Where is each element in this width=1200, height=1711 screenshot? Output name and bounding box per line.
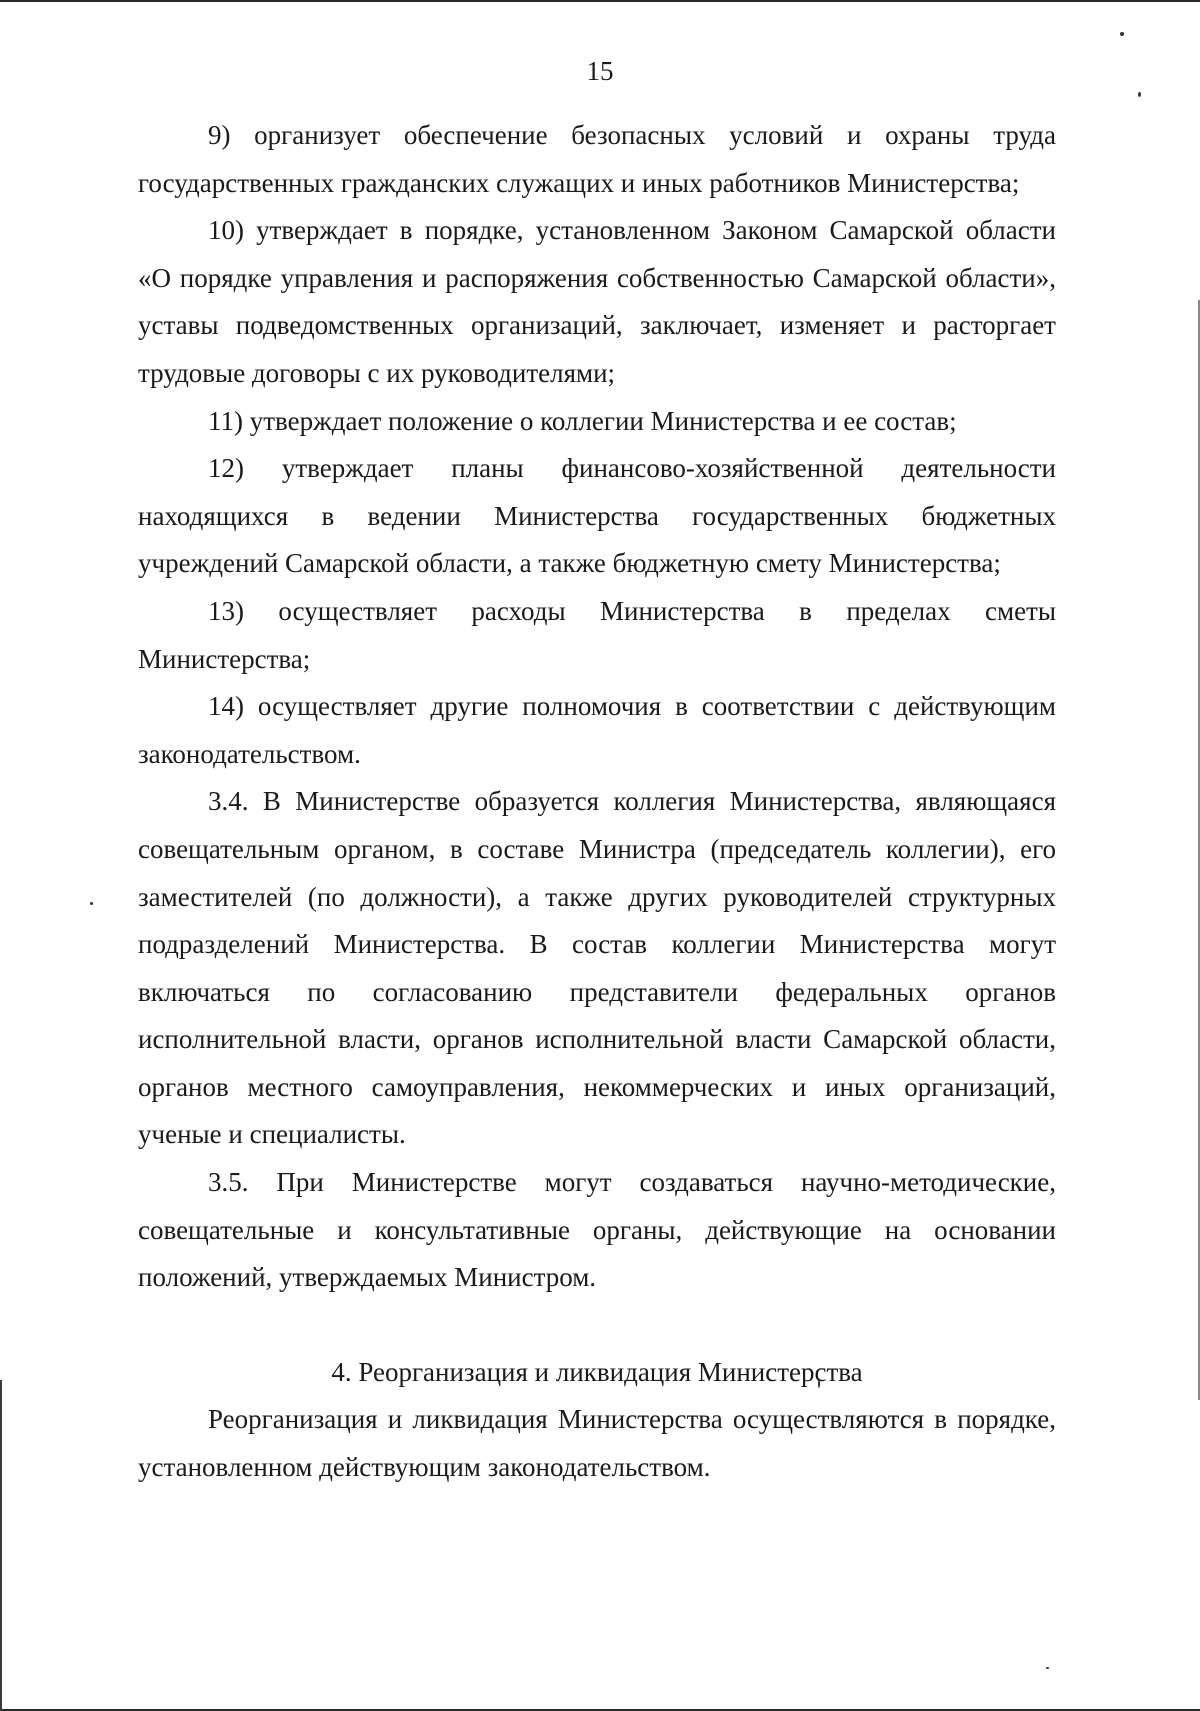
scan-edge-top: [0, 0, 1200, 2]
page-number: 15: [586, 56, 614, 86]
scan-speck: [1138, 92, 1141, 97]
paragraph-item-12: 12) утверждает планы финансово-хозяйственной деятельности находящихся в ведении Министерства государственных бюджетных учреждений Самарской области, а также бюджетную смету Министерства;: [138, 453, 1056, 579]
scan-speck: [1046, 1667, 1049, 1669]
paragraph-item-10: 10) утверждает в порядке, установленном Законом Самарской области «О порядке управления и распоряжения собственностью Самарской области», уставы подведомственных организаций, заключает, изменяет и расторгает трудовые договоры с их руководителями;: [138, 215, 1056, 388]
paragraph-item-13: 13) осуществляет расходы Министерства в пределах сметы Министерства;: [138, 595, 1056, 674]
paragraph-3-4: 3.4. В Министерстве образуется коллегия Министерства, являющаяся совещательным органом, в составе Министра (председатель коллегии), его заместителей (по должности), а также других руководителей структурных подразделений Министерства. В состав коллегии Министерства могут включаться по согласованию представители федеральных органов исполнительной власти, органов исполнительной власти Самарской области, органов местного самоуправления, некоммерческих и иных организаций, ученые и специалисты.: [138, 786, 1056, 1150]
paragraph-item-14: 14) осуществляет другие полномочия в соответствии с действующим законодательством.: [138, 691, 1056, 769]
scan-speck: [90, 902, 93, 905]
section-paragraph: Реорганизация и ликвидация Министерства осуществляются в порядке, установленном действующим законодательством.: [138, 1404, 1056, 1483]
paragraph-item-11: 11) утверждает положение о коллегии Министерства и ее состав;: [208, 405, 957, 436]
paragraph-item-9: 9) организует обеспечение безопасных условий и охраны труда государственных гражданских служащих и иных работников Министерства;: [138, 120, 1056, 198]
scan-edge-left: [0, 1380, 2, 1711]
paragraph-3-5: 3.5. При Министерстве могут создаваться научно-методические, совещательные и консультативные органы, действующие на основании положений, утверждаемых Министром.: [138, 1167, 1056, 1293]
scan-speck: [1120, 32, 1124, 36]
document-body: [138, 112, 1056, 1492]
section-heading: 4. Реорганизация и ликвидация Министерства: [331, 1356, 863, 1387]
